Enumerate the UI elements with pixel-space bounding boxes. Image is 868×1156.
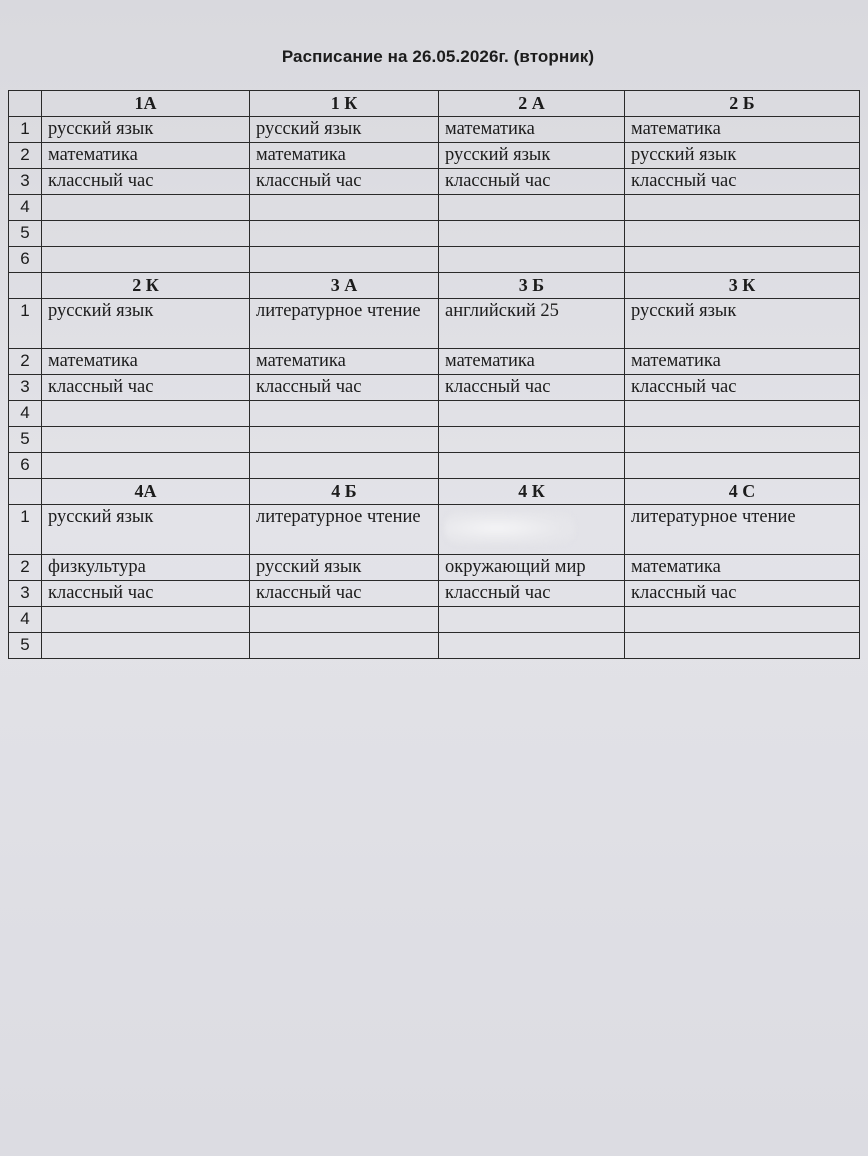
lesson-cell — [42, 221, 250, 247]
lesson-cell: математика — [250, 143, 439, 169]
header-corner-cell — [9, 91, 42, 117]
lesson-row — [9, 505, 860, 555]
lesson-row — [9, 143, 860, 169]
class-header: 2 К — [42, 273, 250, 299]
lesson-cell — [625, 195, 860, 221]
class-header: 2 А — [439, 91, 625, 117]
lesson-cell: математика — [42, 143, 250, 169]
lesson-cell: русский язык — [625, 143, 860, 169]
redaction-blur — [445, 511, 575, 545]
class-header-row — [9, 91, 860, 117]
class-header: 4 К — [439, 479, 625, 505]
class-header: 3 К — [625, 273, 860, 299]
lesson-number: 4 — [9, 607, 42, 633]
lesson-row — [9, 427, 860, 453]
lesson-cell — [625, 453, 860, 479]
lesson-cell: математика — [625, 117, 860, 143]
lesson-row — [9, 117, 860, 143]
lesson-number: 1 — [9, 117, 42, 143]
lesson-cell: русский язык — [42, 117, 250, 143]
redacted-lesson-cell — [439, 505, 625, 555]
lesson-cell: математика — [439, 117, 625, 143]
lesson-cell — [250, 607, 439, 633]
lesson-cell — [625, 633, 860, 659]
lesson-cell: классный час — [439, 169, 625, 195]
lesson-cell: русский язык — [439, 143, 625, 169]
lesson-cell: русский язык — [42, 505, 250, 555]
lesson-cell — [625, 427, 860, 453]
lesson-cell: физкультура — [42, 555, 250, 581]
lesson-cell: математика — [625, 349, 860, 375]
lesson-cell: русский язык — [625, 299, 860, 349]
lesson-row — [9, 453, 860, 479]
class-header: 4А — [42, 479, 250, 505]
lesson-cell — [439, 247, 625, 273]
lesson-number: 6 — [9, 247, 42, 273]
lesson-row — [9, 195, 860, 221]
class-header: 4 Б — [250, 479, 439, 505]
lesson-cell: математика — [250, 349, 439, 375]
lesson-number: 4 — [9, 401, 42, 427]
lesson-cell: классный час — [439, 581, 625, 607]
lesson-cell: классный час — [250, 581, 439, 607]
lesson-row — [9, 349, 860, 375]
lesson-number: 3 — [9, 169, 42, 195]
lesson-cell — [439, 633, 625, 659]
lesson-row — [9, 555, 860, 581]
lesson-cell — [42, 401, 250, 427]
header-corner-cell — [9, 273, 42, 299]
lesson-cell: литературное чтение — [625, 505, 860, 555]
lesson-row — [9, 401, 860, 427]
lesson-row — [9, 299, 860, 349]
lesson-cell — [439, 401, 625, 427]
lesson-cell: классный час — [250, 169, 439, 195]
lesson-cell: классный час — [625, 169, 860, 195]
lesson-row — [9, 247, 860, 273]
lesson-cell — [250, 221, 439, 247]
lesson-cell: классный час — [42, 581, 250, 607]
lesson-cell: математика — [439, 349, 625, 375]
lesson-number: 4 — [9, 195, 42, 221]
lesson-number: 2 — [9, 555, 42, 581]
class-header: 1 К — [250, 91, 439, 117]
lesson-row — [9, 375, 860, 401]
lesson-row — [9, 581, 860, 607]
class-header: 2 Б — [625, 91, 860, 117]
lesson-cell: окружающий мир — [439, 555, 625, 581]
class-header-row — [9, 273, 860, 299]
lesson-cell: русский язык — [42, 299, 250, 349]
lesson-number: 1 — [9, 299, 42, 349]
header-corner-cell — [9, 479, 42, 505]
lesson-cell — [250, 633, 439, 659]
lesson-cell — [42, 453, 250, 479]
lesson-cell — [42, 195, 250, 221]
lesson-cell — [439, 195, 625, 221]
lesson-cell — [250, 453, 439, 479]
lesson-cell — [439, 607, 625, 633]
lesson-cell — [250, 195, 439, 221]
lesson-row — [9, 607, 860, 633]
lesson-number: 3 — [9, 375, 42, 401]
lesson-number: 2 — [9, 143, 42, 169]
lesson-number: 5 — [9, 427, 42, 453]
class-header: 4 С — [625, 479, 860, 505]
lesson-row — [9, 221, 860, 247]
lesson-cell: математика — [625, 555, 860, 581]
lesson-cell — [439, 453, 625, 479]
lesson-row — [9, 169, 860, 195]
lesson-cell — [439, 427, 625, 453]
lesson-cell: литературное чтение — [250, 505, 439, 555]
lesson-cell: классный час — [625, 375, 860, 401]
lesson-cell — [250, 401, 439, 427]
lesson-cell — [625, 221, 860, 247]
lesson-cell — [42, 607, 250, 633]
lesson-cell: классный час — [625, 581, 860, 607]
lesson-cell: классный час — [439, 375, 625, 401]
lesson-cell — [250, 247, 439, 273]
page-title: Расписание на 26.05.2026г. (вторник) — [281, 47, 595, 66]
lesson-number: 3 — [9, 581, 42, 607]
lesson-number: 6 — [9, 453, 42, 479]
lesson-number: 1 — [9, 505, 42, 555]
lesson-cell — [625, 401, 860, 427]
schedule-table — [8, 90, 860, 659]
lesson-cell — [625, 607, 860, 633]
lesson-cell: английский 25 — [439, 299, 625, 349]
class-header: 3 Б — [439, 273, 625, 299]
lesson-cell: русский язык — [250, 117, 439, 143]
lesson-number: 5 — [9, 633, 42, 659]
lesson-cell — [42, 633, 250, 659]
lesson-number: 5 — [9, 221, 42, 247]
class-header: 3 А — [250, 273, 439, 299]
lesson-cell — [42, 427, 250, 453]
lesson-cell — [439, 221, 625, 247]
lesson-cell: классный час — [42, 375, 250, 401]
lesson-cell — [250, 427, 439, 453]
class-header-row — [9, 479, 860, 505]
lesson-cell: литературное чтение — [250, 299, 439, 349]
class-header: 1А — [42, 91, 250, 117]
lesson-cell: классный час — [250, 375, 439, 401]
lesson-number: 2 — [9, 349, 42, 375]
lesson-cell: математика — [42, 349, 250, 375]
lesson-cell — [42, 247, 250, 273]
lesson-row — [9, 633, 860, 659]
lesson-cell: классный час — [42, 169, 250, 195]
lesson-cell: русский язык — [250, 555, 439, 581]
lesson-cell — [625, 247, 860, 273]
